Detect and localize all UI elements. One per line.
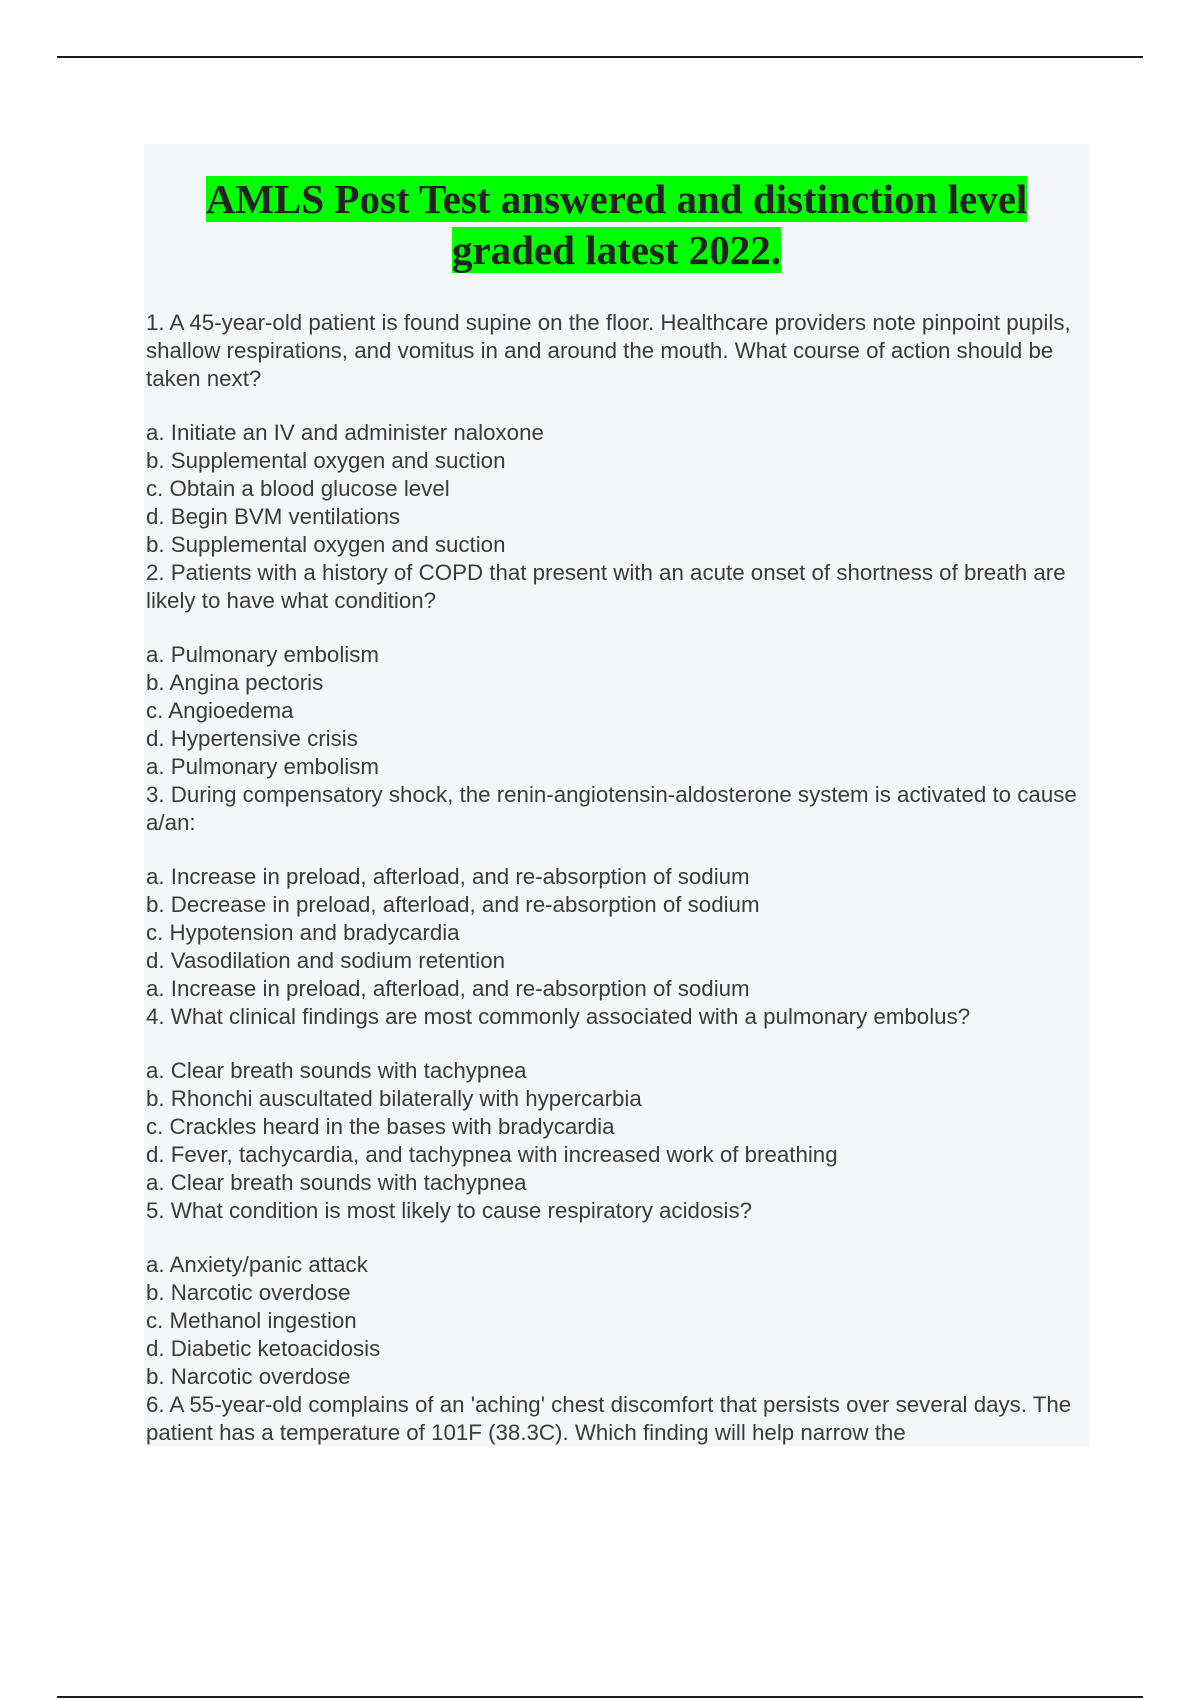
- question-block: [146, 309, 1089, 559]
- answer-option: d. Hypertensive crisis: [146, 726, 358, 751]
- bottom-rule: [57, 1696, 1143, 1698]
- question-block: [146, 781, 1089, 1003]
- answer-option: d. Diabetic ketoacidosis: [146, 1336, 381, 1361]
- answer-option: b. Supplemental oxygen and suction: [146, 448, 506, 473]
- question-block-partial: [146, 1391, 1089, 1447]
- correct-answer: a. Pulmonary embolism: [146, 754, 379, 779]
- answer-option: a. Increase in preload, afterload, and re-absorption of sodium: [146, 864, 750, 889]
- question-block: [146, 1003, 1089, 1197]
- answer-option: d. Vasodilation and sodium retention: [146, 948, 506, 973]
- top-rule: [57, 56, 1143, 58]
- correct-answer: b. Supplemental oxygen and suction: [146, 532, 506, 557]
- answer-option: c. Crackles heard in the bases with bradycardia: [146, 1114, 615, 1139]
- answer-option: d. Begin BVM ventilations: [146, 504, 401, 529]
- title-line-1: AMLS Post Test answered and distinction level: [205, 176, 1028, 222]
- answer-option: a. Pulmonary embolism: [146, 642, 379, 667]
- question-block: [146, 1197, 1089, 1391]
- answer-option: b. Angina pectoris: [146, 670, 324, 695]
- answer-option: d. Fever, tachycardia, and tachypnea with increased work of breathing: [146, 1142, 838, 1167]
- question-text: 2. Patients with a history of COPD that present with an acute onset of shortness of breath are likely to have what condition?: [146, 560, 1066, 613]
- answer-option: a. Clear breath sounds with tachypnea: [146, 1058, 527, 1083]
- answer-option: b. Rhonchi auscultated bilaterally with hypercarbia: [146, 1086, 642, 1111]
- answer-option: a. Anxiety/panic attack: [146, 1252, 368, 1277]
- question-text: 5. What condition is most likely to cause respiratory acidosis?: [146, 1198, 752, 1223]
- answer-option: c. Hypotension and bradycardia: [146, 920, 460, 945]
- correct-answer: b. Narcotic overdose: [146, 1364, 351, 1389]
- answer-option: a. Initiate an IV and administer naloxone: [146, 420, 544, 445]
- answer-option: c. Angioedema: [146, 698, 294, 723]
- answer-option: c. Obtain a blood glucose level: [146, 476, 450, 501]
- answer-option: b. Narcotic overdose: [146, 1280, 351, 1305]
- page-content: [144, 144, 1089, 1446]
- answer-option: c. Methanol ingestion: [146, 1308, 357, 1333]
- correct-answer: a. Clear breath sounds with tachypnea: [146, 1170, 527, 1195]
- answer-option: b. Decrease in preload, afterload, and re-absorption of sodium: [146, 892, 760, 917]
- question-text: 4. What clinical findings are most commonly associated with a pulmonary embolus?: [146, 1004, 971, 1029]
- document-title: [144, 144, 1089, 276]
- question-list: [144, 276, 1089, 1447]
- question-block: [146, 559, 1089, 781]
- title-line-2: graded latest 2022.: [451, 227, 782, 273]
- question-text: 1. A 45-year-old patient is found supine on the floor. Healthcare providers note pinpoint pupils, shallow respirations, and vomitus in and around the mouth. What course of action should be taken next?: [146, 310, 1071, 391]
- question-text: 3. During compensatory shock, the renin-angiotensin-aldosterone system is activated to cause a/an:: [146, 782, 1077, 835]
- question-text: 6. A 55-year-old complains of an 'aching' chest discomfort that persists over several days. The patient has a temperature of 101F (38.3C). Which finding will help narrow the: [146, 1392, 1072, 1445]
- correct-answer: a. Increase in preload, afterload, and re-absorption of sodium: [146, 976, 750, 1001]
